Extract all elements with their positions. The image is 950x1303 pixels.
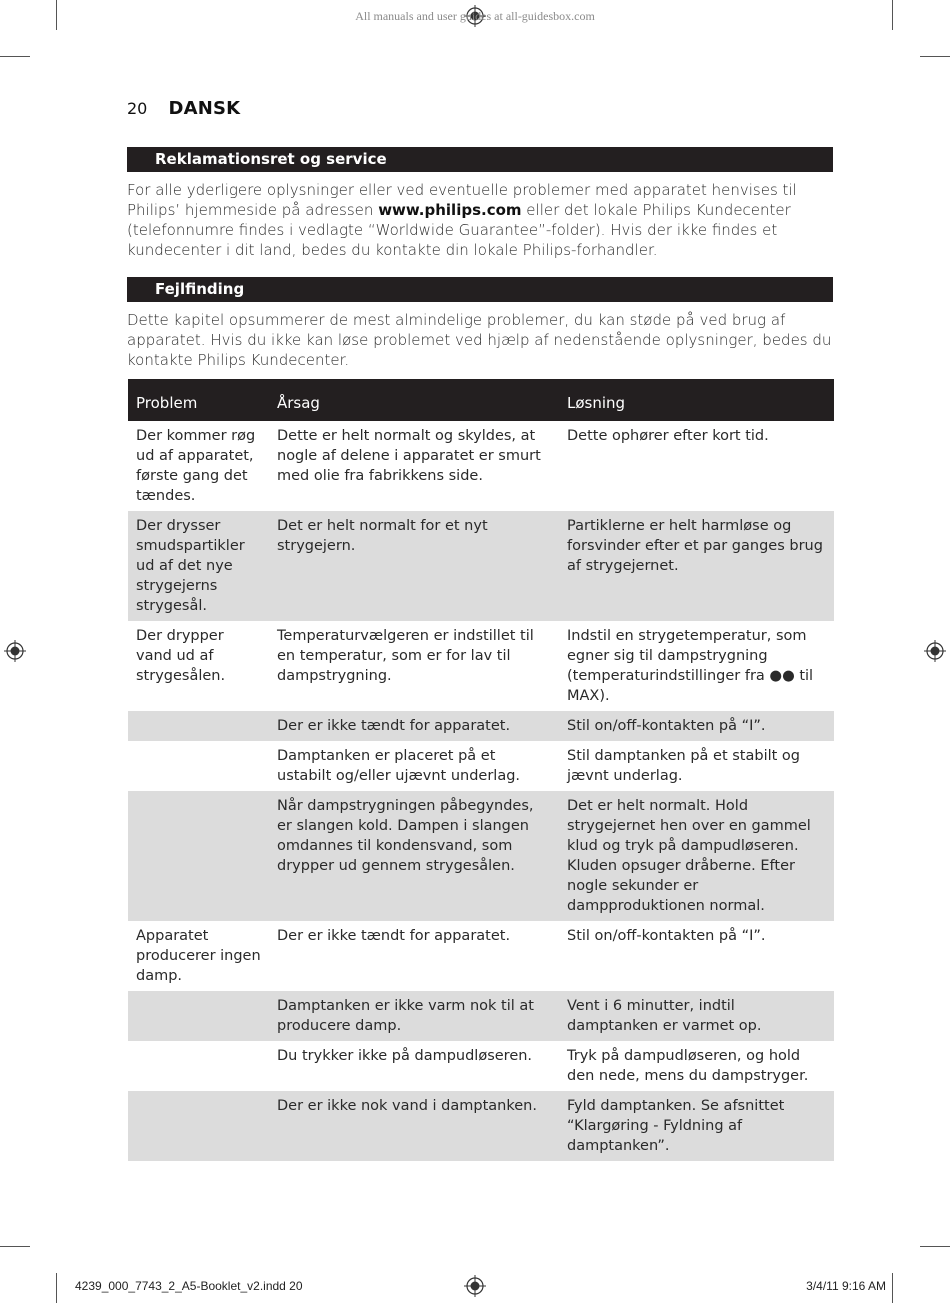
cause-cell: Damptanken er placeret på et ustabilt og/eller ujævnt underlag.	[277, 748, 521, 784]
solution-cell: Stil on/off-kontakten på “I”.	[559, 711, 834, 741]
problem-cell	[128, 711, 269, 741]
problem-cell: Der drysser smudspartikler ud af det nye strygejerns strygesål.	[128, 511, 269, 621]
problem-cell: Apparatet producerer ingen damp.	[136, 928, 261, 984]
solution-cell: Tryk på dampudløseren, og hold den nede, mens du dampstryger.	[567, 1048, 809, 1084]
troubleshooting-intro: Dette kapitel opsummerer de mest almindelige problemer, du kan støde på ved brug af apparatet. Hvis du ikke kan løse problemet ved hjælp af nedenstående oplysninger, bedes du kontakte Philips Kundecenter.	[127, 311, 832, 369]
problem-cell	[128, 1041, 269, 1091]
column-header-solution: Løsning	[559, 379, 834, 421]
section-title-service: Reklamationsret og service	[127, 147, 833, 172]
table-row	[128, 741, 834, 791]
cause-cell: Når dampstrygningen påbegyndes, er slangen kold. Dampen i slangen omdannes til kondensvand, som drypper ud gennem strygesålen.	[269, 791, 559, 921]
solution-cell: Indstil en strygetemperatur, som egner sig til dampstrygning (temperaturindstillinger fra ●● til MAX).	[567, 628, 814, 704]
crop-mark	[56, 1273, 57, 1303]
solution-cell: Stil on/off-kontakten på “I”.	[567, 928, 766, 944]
footer-timestamp: 3/4/11 9:16 AM	[806, 1279, 886, 1293]
crop-mark	[892, 1273, 893, 1303]
problem-cell	[128, 741, 269, 791]
crop-mark	[920, 56, 950, 57]
cause-cell: Der er ikke tændt for apparatet.	[269, 711, 559, 741]
table-row	[128, 1091, 834, 1161]
watermark-text: All manuals and user guides at all-guidesbox.com	[355, 9, 595, 23]
problem-cell: Der drypper vand ud af strygesålen.	[136, 628, 226, 684]
solution-cell: Det er helt normalt. Hold strygejernet hen over en gammel klud og tryk på dampudløseren. Kluden opsuger dråberne. Efter nogle sekunder er dampproduktionen normal.	[559, 791, 834, 921]
solution-cell: Partiklerne er helt harmløse og forsvinder efter et par ganges brug af strygejernet.	[559, 511, 834, 621]
section-title-troubleshooting: Fejlfinding	[127, 277, 833, 302]
problem-cell: Der kommer røg ud af apparatet, første gang det tændes.	[136, 428, 256, 504]
cause-cell: Du trykker ikke på dampudløseren.	[277, 1048, 533, 1064]
page-header	[127, 98, 240, 119]
table-row	[128, 991, 834, 1041]
table-row	[128, 791, 834, 921]
table-row	[128, 711, 834, 741]
column-header-problem: Problem	[128, 379, 269, 421]
registration-mark-icon	[924, 640, 946, 662]
problem-cell	[128, 1091, 269, 1161]
language-heading: DANSK	[168, 98, 241, 119]
cause-cell: Der er ikke tændt for apparatet.	[277, 928, 511, 944]
table-row	[128, 921, 834, 991]
table-row	[128, 421, 834, 511]
cause-cell: Temperaturvælgeren er indstillet til en temperatur, som er for lav til dampstrygning.	[277, 628, 534, 684]
table-row	[128, 511, 834, 621]
crop-mark	[920, 1246, 950, 1247]
cause-cell: Damptanken er ikke varm nok til at producere damp.	[269, 991, 559, 1041]
column-header-cause: Årsag	[269, 379, 559, 421]
table-row	[128, 1041, 834, 1091]
service-text-after: eller det lokale Philips Kundecenter (telefonnumre findes i vedlagte “Worldwide Guarantee”-folder). Hvis der ikke findes et kundecenter i dit land, bedes du kontakte din lokale Philips-forhandler.	[127, 201, 791, 259]
solution-cell: Dette ophører efter kort tid.	[567, 428, 769, 444]
table-row	[128, 621, 834, 711]
registration-mark-icon	[464, 1275, 486, 1297]
table-header-row	[128, 379, 834, 421]
solution-cell: Fyld damptanken. Se afsnittet “Klargøring - Fyldning af damptanken”.	[559, 1091, 834, 1161]
troubleshooting-table	[128, 379, 834, 1161]
crop-mark	[0, 56, 30, 57]
footer-file-name: 4239_000_7743_2_A5-Booklet_v2.indd 20	[75, 1279, 303, 1293]
solution-cell: Stil damptanken på et stabilt og jævnt underlag.	[567, 748, 801, 784]
page-number: 20	[127, 99, 148, 118]
cause-cell: Det er helt normalt for et nyt strygejern.	[269, 511, 559, 621]
solution-cell: Vent i 6 minutter, indtil damptanken er varmet op.	[559, 991, 834, 1041]
registration-mark-icon	[4, 640, 26, 662]
service-text-before: For alle yderligere oplysninger eller ved eventuelle problemer med apparatet henvises til Philips’ hjemmeside på adressen	[127, 181, 797, 219]
cause-cell: Der er ikke nok vand i damptanken.	[269, 1091, 559, 1161]
cause-cell: Dette er helt normalt og skyldes, at nogle af delene i apparatet er smurt med olie fra fabrikkens side.	[277, 428, 541, 484]
problem-cell	[128, 791, 269, 921]
philips-website-link[interactable]: www.philips.com	[378, 201, 522, 219]
crop-mark	[0, 1246, 30, 1247]
problem-cell	[128, 991, 269, 1041]
service-paragraph	[127, 180, 833, 260]
